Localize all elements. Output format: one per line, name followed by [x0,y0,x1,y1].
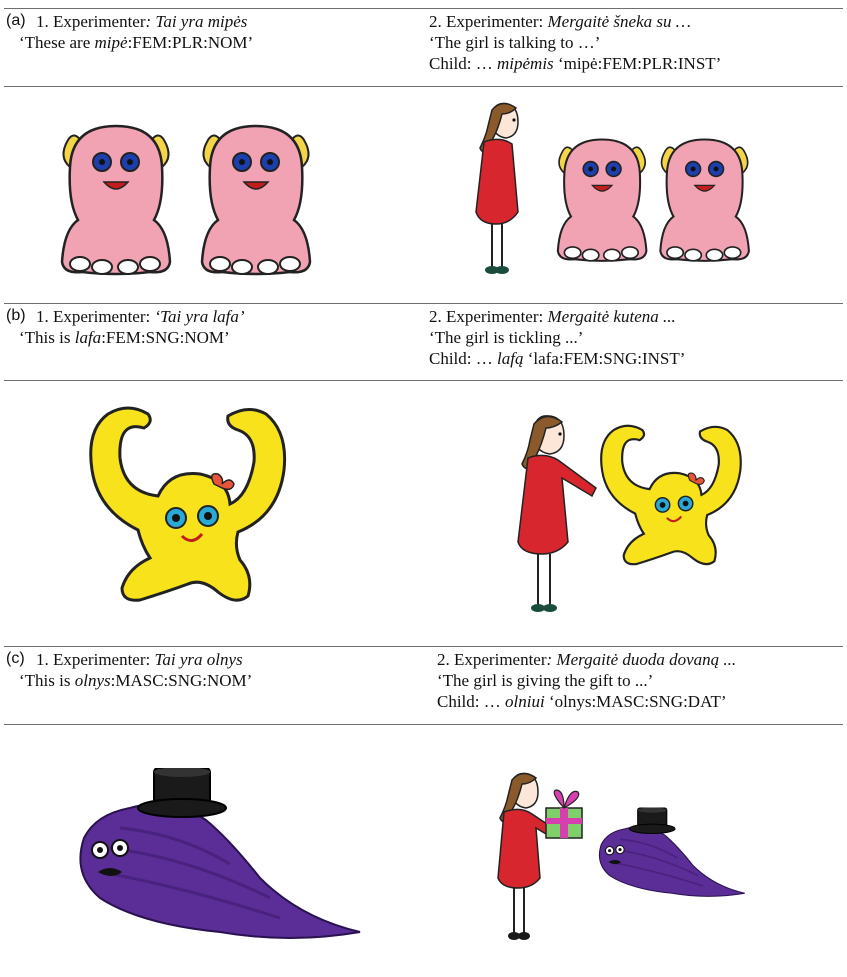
exp-label: 1. Experimenter: [36,307,155,326]
gloss-open: ‘This is [19,671,75,690]
gloss-word: olnys [74,671,111,690]
gloss-rest: :MASC:SNG:NOM’ [110,671,253,690]
panel-a-left-text [19,11,254,53]
panel-b-top-rule [4,303,843,304]
panel-b-mid-rule [4,380,843,381]
panel-c [0,628,847,977]
panel-c-mid-rule [4,724,843,725]
exp-sentence: : Mergaitė duoda dovaną ... [546,650,737,669]
purple-creature-with-hat [70,768,370,948]
gloss-line: ‘The girl is giving the gift to ...’ [437,671,654,690]
panel-a [0,0,847,300]
gift-box-icon [546,790,582,838]
panel-a-tag: (a) [6,12,26,29]
exp-sentence: Tai yra olnys [154,650,243,669]
girl-giving-gift [490,768,750,948]
gloss-rest: :FEM:PLR:NOM’ [127,33,254,52]
panel-c-top-rule [4,646,843,647]
panel-b-right-text [429,306,685,369]
panel-b-left-text [19,306,245,348]
exp-label: 1. Experimenter [36,12,146,31]
pink-creatures-pair [50,112,330,282]
child-word: mipėmis [497,54,554,73]
girl-talking-to-creatures [470,100,760,280]
gloss-rest: :FEM:SNG:NOM’ [101,328,230,347]
gloss-line: ‘The girl is talking to …’ [429,33,601,52]
yellow-creature [78,400,298,610]
panel-b [0,300,847,628]
panel-c-left-text [19,649,253,691]
gloss-open: ‘This is [19,328,75,347]
panel-c-tag: (c) [6,650,25,667]
exp-sentence: : Tai yra mipės [145,12,248,31]
panel-a-right-text [429,11,721,74]
gloss-open: ‘These are [19,33,95,52]
gloss-word: mipė [94,33,128,52]
child-gloss: ‘mipė:FEM:PLR:INST’ [553,54,722,73]
exp-sentence: Mergaitė šneka su … [547,12,691,31]
gloss-word: lafa [74,328,102,347]
gloss-line: ‘The girl is tickling ...’ [429,328,584,347]
exp-label: 2. Experimenter: [429,12,548,31]
girl-tickling-creature [508,412,748,622]
panel-b-tag: (b) [6,307,26,324]
panel-a-mid-rule [4,86,843,87]
child-gloss: ‘olnys:MASC:SNG:DAT’ [544,692,727,711]
child-word: olniui [505,692,545,711]
child-label: Child: … [429,349,498,368]
panel-c-right-text [437,649,736,712]
child-gloss: ‘lafa:FEM:SNG:INST’ [523,349,686,368]
child-label: Child: … [429,54,498,73]
exp-label: 2. Experimenter [437,650,547,669]
exp-label: 1. Experimenter: [36,650,155,669]
exp-label: 2. Experimenter: [429,307,548,326]
exp-sentence: Mergaitė kutena ... [547,307,676,326]
child-label: Child: … [437,692,506,711]
child-word: lafą [497,349,524,368]
exp-sentence: ‘Tai yra lafa’ [154,307,245,326]
panel-a-top-rule [4,8,843,9]
